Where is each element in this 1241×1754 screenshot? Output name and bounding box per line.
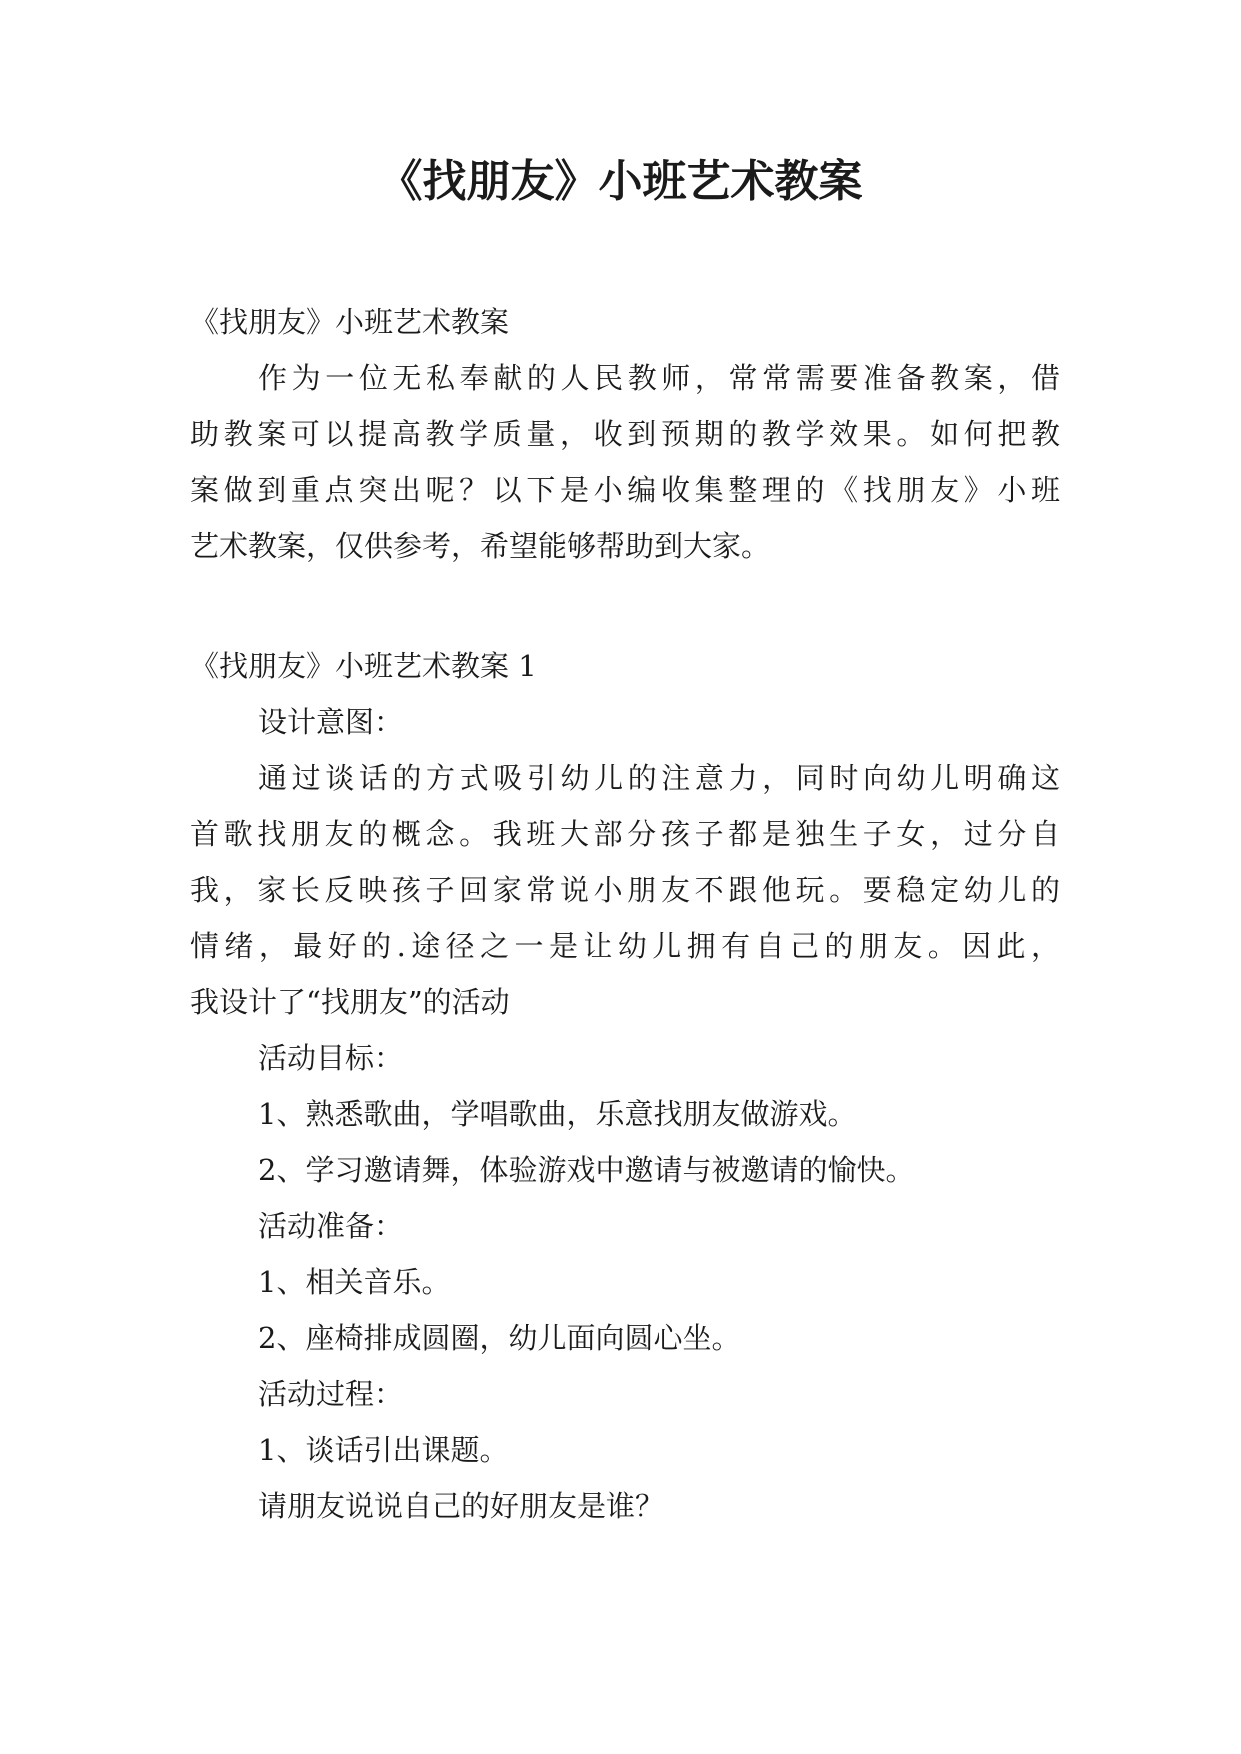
design-line: 我设计了“找朋友”的活动 <box>190 985 510 1019</box>
design-label: 设计意图： <box>258 705 404 739</box>
section-heading: 《找朋友》小班艺术教案 1 <box>190 649 537 683</box>
process-item: 请朋友说说自己的好朋友是谁？ <box>258 1489 665 1523</box>
process-label: 活动过程： <box>258 1377 404 1411</box>
subtitle: 《找朋友》小班艺术教案 <box>190 305 510 339</box>
prep-item: 2、座椅排成圆圈，幼儿面向圆心坐。 <box>258 1321 741 1355</box>
prep-label: 活动准备： <box>258 1209 404 1243</box>
intro-line: 作为一位无私奉献的人民教师，常常需要准备教案，借 <box>258 361 1060 395</box>
goals-label: 活动目标： <box>258 1041 404 1075</box>
design-line: 首歌找朋友的概念。我班大部分孩子都是独生子女，过分自 <box>190 817 1060 851</box>
goal-item: 2、学习邀请舞，体验游戏中邀请与被邀请的愉快。 <box>258 1153 915 1187</box>
intro-line: 助教案可以提高教学质量，收到预期的教学效果。如何把教 <box>190 417 1060 451</box>
design-line: 通过谈话的方式吸引幼儿的注意力，同时向幼儿明确这 <box>258 761 1060 795</box>
design-line: 情绪，最好的.途径之一是让幼儿拥有自己的朋友。因此， <box>190 929 1060 963</box>
intro-line: 艺术教案，仅供参考，希望能够帮助到大家。 <box>190 529 771 563</box>
prep-item: 1、相关音乐。 <box>258 1265 451 1299</box>
intro-line: 案做到重点突出呢？以下是小编收集整理的《找朋友》小班 <box>190 473 1060 507</box>
design-line: 我，家长反映孩子回家常说小朋友不跟他玩。要稳定幼儿的 <box>190 873 1060 907</box>
process-item: 1、谈话引出课题。 <box>258 1433 509 1467</box>
document-title: 《找朋友》小班艺术教案 <box>378 156 863 207</box>
goal-item: 1、熟悉歌曲，学唱歌曲，乐意找朋友做游戏。 <box>258 1097 857 1131</box>
